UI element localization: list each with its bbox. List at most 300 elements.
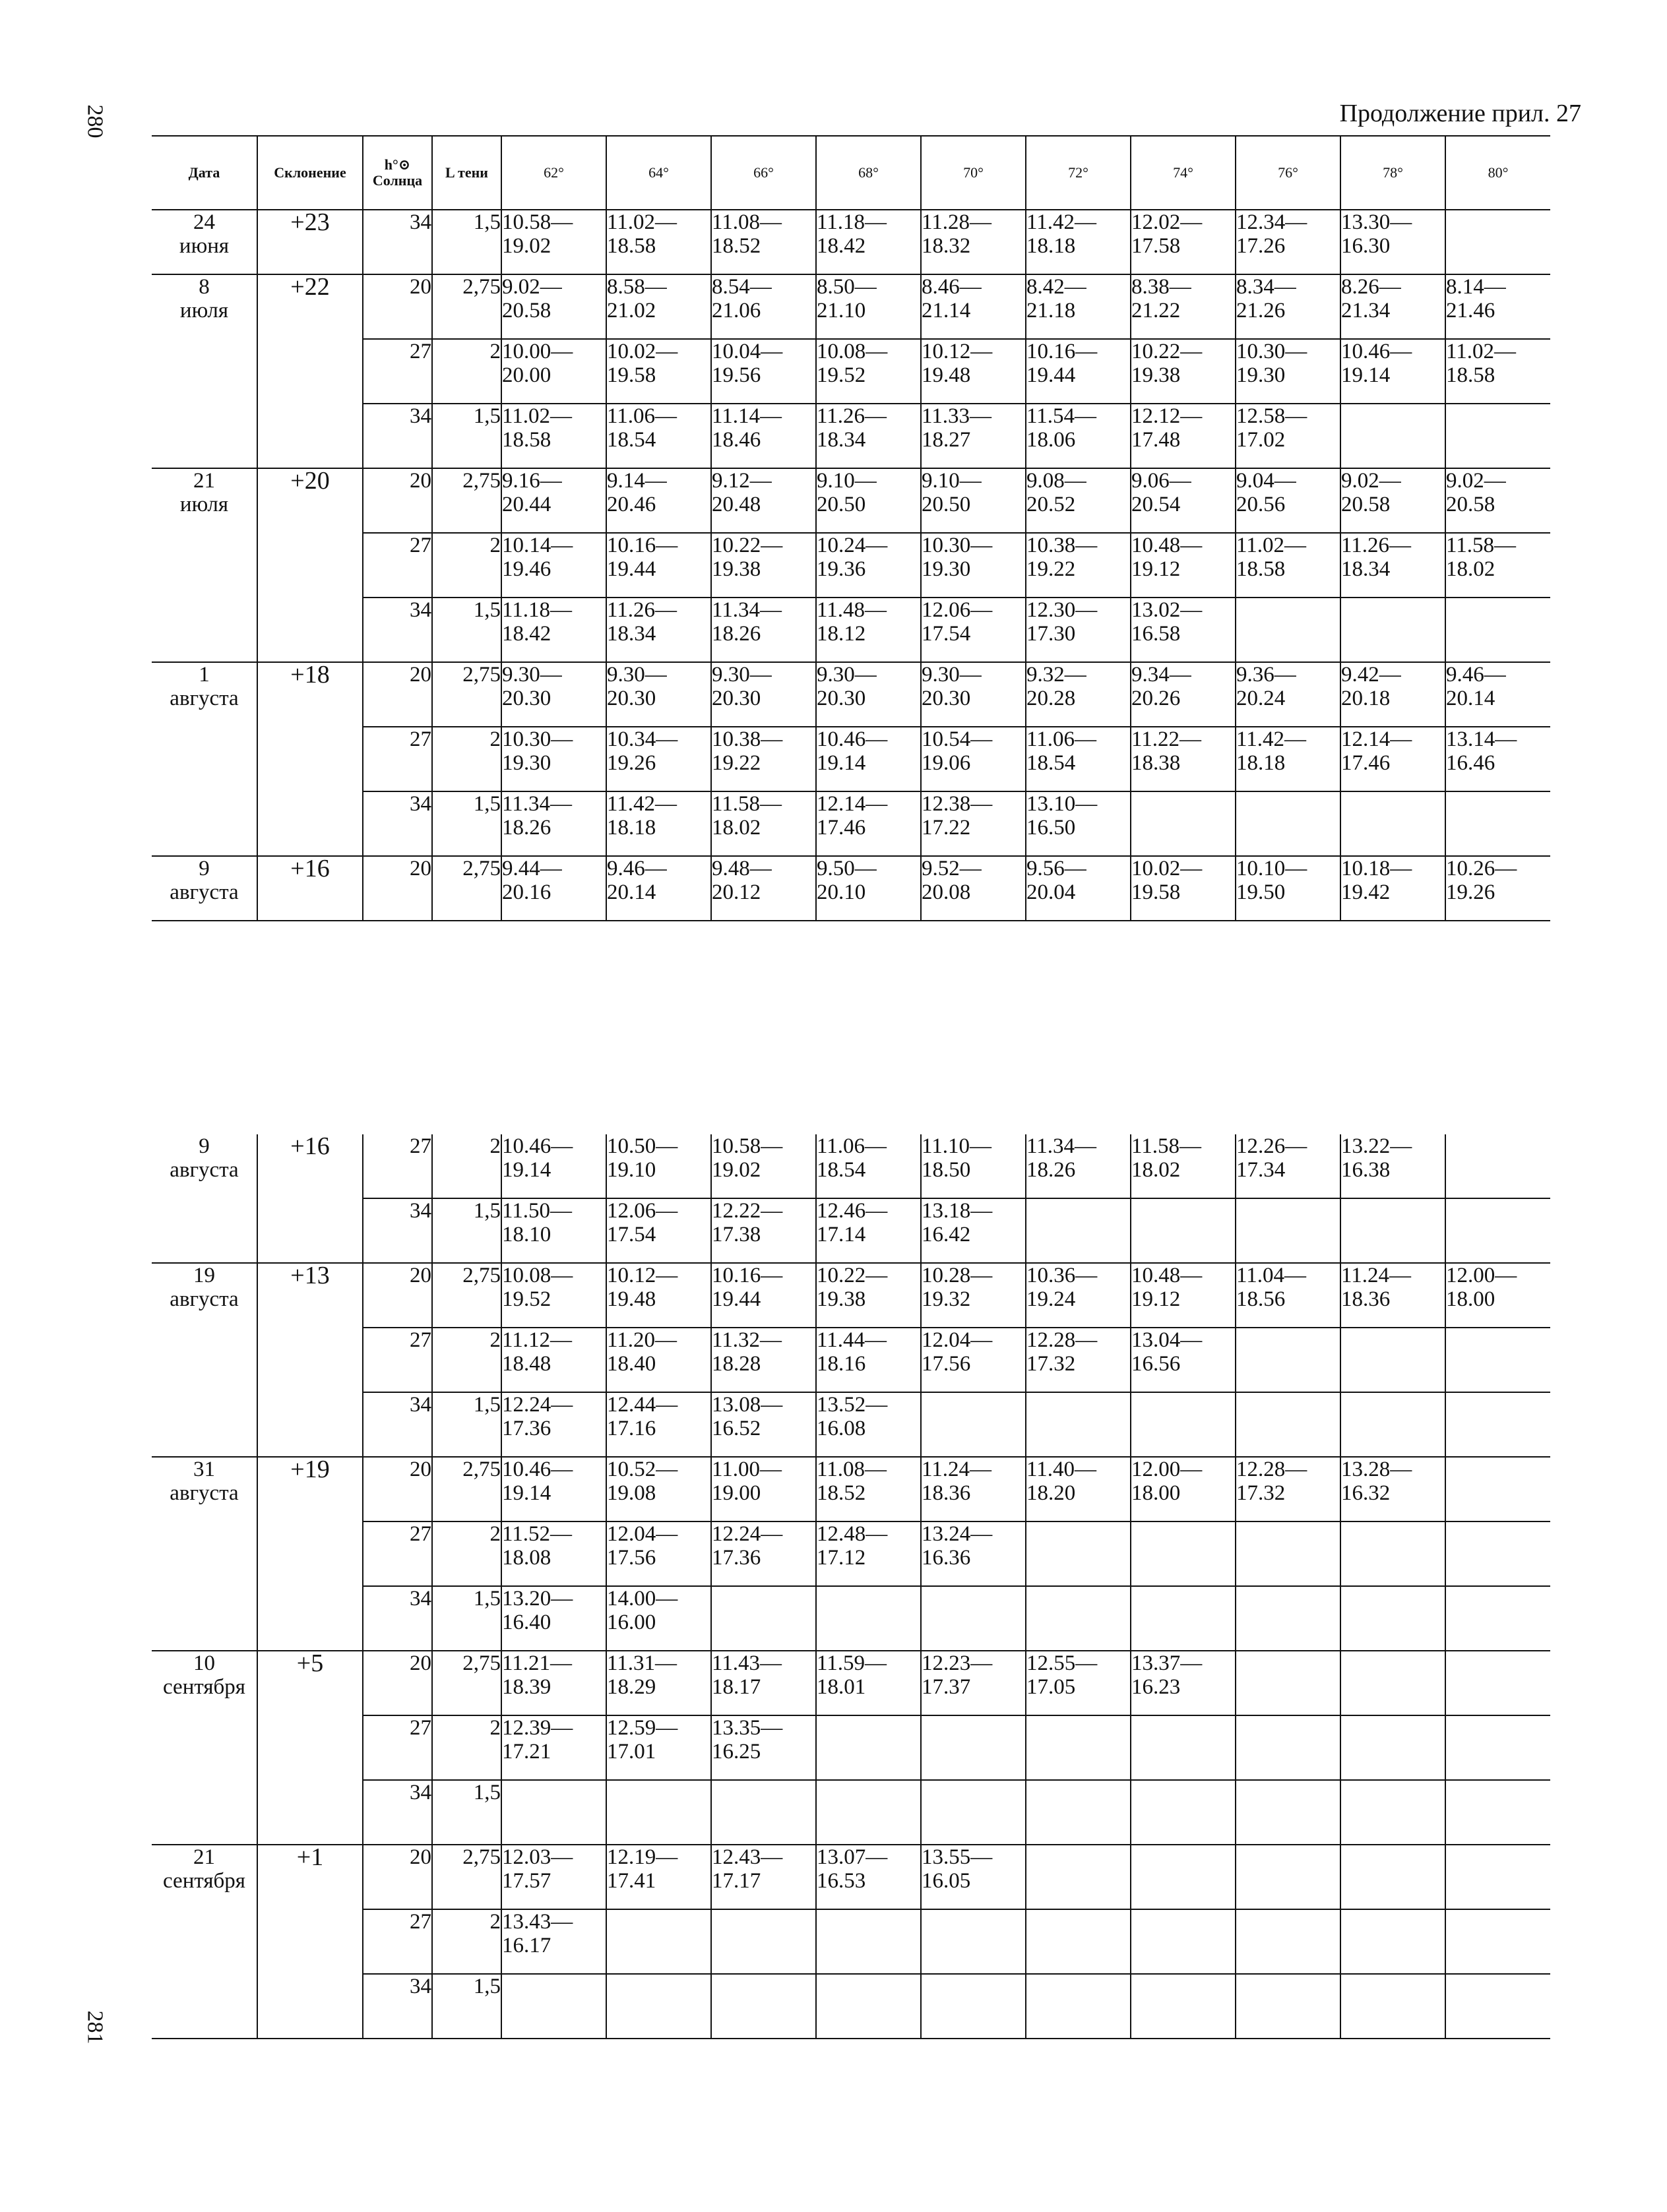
time-interval-cell [816,1780,921,1845]
time-end: 18.50 [922,1158,971,1182]
time-interval-cell [1131,1457,1236,1521]
time-start: 8.14— [1446,275,1506,299]
time-start: 11.32— [712,1328,782,1352]
time-end: 18.36 [1341,1287,1391,1311]
time-end: 20.10 [817,880,866,904]
shadow-length-cell: 1,5 [432,791,501,856]
time-interval-cell [1236,1521,1340,1586]
date-cell [152,662,257,856]
time-start: 9.30— [817,663,877,687]
header-latitude: 68° [816,136,921,210]
time-interval-cell [1131,274,1236,339]
time-end: 18.01 [817,1675,866,1699]
time-interval-cell [501,1521,606,1586]
time-start: 11.50— [502,1199,573,1223]
time-start: 9.30— [922,663,982,687]
date-text: сентября [163,1869,245,1893]
time-interval-cell [711,210,816,274]
time-interval-cell [1340,856,1445,921]
time-interval-cell [1131,1263,1236,1328]
shadow-length-cell: 2,75 [432,1457,501,1521]
table-row [152,856,1550,921]
time-interval-cell [816,1909,921,1974]
time-start: 12.26— [1236,1134,1307,1158]
time-start: 12.04— [607,1522,678,1546]
time-start: 12.03— [502,1845,573,1869]
sun-altitude-cell: 27 [363,1328,432,1392]
time-start: 8.58— [607,275,667,299]
time-start: 10.58— [712,1134,783,1158]
table-row [152,210,1550,274]
time-start: 11.06— [1026,727,1097,751]
time-end: 18.08 [502,1546,551,1570]
time-interval-cell [606,856,711,921]
time-interval-cell [711,1392,816,1457]
time-interval-cell [1236,1909,1340,1974]
time-interval-cell [1131,662,1236,727]
shadow-length-cell: 2 [432,1328,501,1392]
date-text: 8 [199,275,210,299]
time-start: 9.12— [712,469,772,493]
time-interval-cell [711,468,816,533]
sun-altitude-cell: 27 [363,533,432,598]
time-interval-cell [1131,1780,1236,1845]
time-interval-cell [816,727,921,791]
time-end: 20.48 [712,493,761,516]
header-latitude: 70° [921,136,1026,210]
time-interval-cell [1445,1457,1550,1521]
time-start: 9.30— [712,663,772,687]
time-end: 19.38 [712,557,761,581]
time-interval-cell [1026,1586,1131,1651]
time-interval-cell [1026,1328,1131,1392]
date-text: 21 [193,469,215,493]
time-end: 20.52 [1026,493,1076,516]
time-end: 19.42 [1341,880,1391,904]
time-interval-cell [1340,1198,1445,1263]
time-start: 13.22— [1341,1134,1412,1158]
time-start: 9.42— [1341,663,1401,687]
time-interval-cell [921,1651,1026,1715]
time-interval-cell [606,1651,711,1715]
sun-altitude-cell: 34 [363,1780,432,1845]
time-interval-cell [1236,1392,1340,1457]
time-end: 21.14 [922,299,971,323]
time-interval-cell [501,404,606,468]
time-interval-cell [501,856,606,921]
time-start: 11.48— [817,598,887,622]
time-interval-cell [1026,598,1131,662]
time-interval-cell [1445,1198,1550,1263]
time-end: 17.57 [502,1869,551,1893]
time-interval-cell [501,1134,606,1198]
time-interval-cell [606,727,711,791]
time-interval-cell [711,1328,816,1392]
time-end: 17.34 [1236,1158,1286,1182]
time-interval-cell [501,210,606,274]
time-interval-cell [501,791,606,856]
sun-altitude-cell: 34 [363,1586,432,1651]
time-start: 10.16— [712,1264,783,1287]
time-start: 11.02— [502,404,573,428]
time-end: 18.48 [502,1352,551,1376]
time-end: 16.38 [1341,1158,1391,1182]
time-start: 12.39— [502,1716,573,1740]
time-start: 9.10— [922,469,982,493]
time-interval-cell [606,1586,711,1651]
time-end: 17.58 [1131,234,1181,258]
time-start: 13.10— [1026,792,1098,816]
time-end: 18.32 [922,234,971,258]
time-end: 21.26 [1236,299,1286,323]
time-interval-cell [1445,662,1550,727]
time-interval-cell [921,791,1026,856]
time-interval-cell [816,1134,921,1198]
date-text: 9 [199,857,210,880]
time-interval-cell [921,727,1026,791]
time-start: 11.26— [817,404,887,428]
time-start: 9.56— [1026,857,1086,880]
time-interval-cell [1236,339,1340,404]
declination-cell: +1 [257,1845,363,2039]
time-end: 20.50 [922,493,971,516]
time-interval-cell [921,1263,1026,1328]
time-start: 13.18— [922,1199,993,1223]
time-end: 18.17 [712,1675,761,1699]
time-interval-cell [1340,1845,1445,1909]
time-end: 18.10 [502,1223,551,1246]
time-end: 18.40 [607,1352,656,1376]
time-interval-cell [1445,1651,1550,1715]
time-start: 11.28— [922,210,992,234]
time-interval-cell [501,1263,606,1328]
time-start: 11.24— [922,1458,992,1481]
time-start: 10.48— [1131,534,1203,557]
time-start: 13.07— [817,1845,888,1869]
time-end: 17.41 [607,1869,656,1893]
time-start: 8.38— [1131,275,1191,299]
declination-cell: +22 [257,274,363,468]
time-interval-cell [501,662,606,727]
time-end: 18.26 [1026,1158,1076,1182]
time-interval-cell [606,1457,711,1521]
time-interval-cell [816,1457,921,1521]
time-start: 12.06— [922,598,993,622]
time-end: 21.46 [1446,299,1495,323]
time-interval-cell [606,662,711,727]
time-start: 10.46— [502,1458,573,1481]
time-interval-cell [1131,598,1236,662]
time-end: 17.05 [1026,1675,1076,1699]
time-interval-cell [1236,1328,1340,1392]
header-declination: Склонение [257,136,363,210]
time-interval-cell [816,339,921,404]
time-start: 11.20— [607,1328,677,1352]
time-start: 11.10— [922,1134,992,1158]
time-interval-cell [1340,339,1445,404]
time-end: 19.24 [1026,1287,1076,1311]
time-end: 18.20 [1026,1481,1076,1505]
time-start: 11.06— [817,1134,887,1158]
time-start: 9.02— [1341,469,1401,493]
date-text: 31 [193,1458,215,1481]
time-interval-cell [606,1134,711,1198]
time-end: 18.34 [607,622,656,646]
time-start: 11.06— [607,404,677,428]
time-start: 13.55— [922,1845,993,1869]
sun-altitude-cell: 34 [363,404,432,468]
time-start: 10.30— [922,534,993,557]
time-end: 17.48 [1131,428,1181,452]
time-start: 12.58— [1236,404,1307,428]
sun-altitude-cell: 20 [363,1263,432,1328]
time-interval-cell [1026,1198,1131,1263]
time-interval-cell [816,533,921,598]
time-end: 19.26 [1446,880,1495,904]
time-start: 11.59— [817,1651,887,1675]
date-cell [152,468,257,662]
time-start: 9.44— [502,857,562,880]
time-start: 10.38— [712,727,783,751]
time-start: 10.50— [607,1134,678,1158]
sun-altitude-cell: 20 [363,1457,432,1521]
time-start: 12.12— [1131,404,1203,428]
time-interval-cell [1340,1974,1445,2039]
header-latitude: 76° [1236,136,1340,210]
time-end: 20.58 [1446,493,1495,516]
sun-altitude-cell: 20 [363,1651,432,1715]
time-interval-cell [1445,1974,1550,2039]
shadow-length-cell: 2 [432,339,501,404]
time-end: 17.01 [607,1740,656,1764]
time-interval-cell [1026,1134,1131,1198]
time-interval-cell [921,1198,1026,1263]
date-text: 10 [193,1651,215,1675]
time-end: 20.24 [1236,687,1286,710]
time-end: 20.28 [1026,687,1076,710]
time-interval-cell [1340,791,1445,856]
time-interval-cell [711,404,816,468]
time-start: 8.54— [712,275,772,299]
time-interval-cell [1236,1586,1340,1651]
time-end: 20.14 [607,880,656,904]
time-interval-cell [1445,274,1550,339]
time-start: 10.36— [1026,1264,1098,1287]
time-end: 21.10 [817,299,866,323]
time-interval-cell [816,468,921,533]
time-interval-cell [816,662,921,727]
time-end: 18.56 [1236,1287,1286,1311]
shadow-length-cell: 2 [432,1134,501,1198]
time-interval-cell [1340,1780,1445,1845]
time-end: 18.02 [712,816,761,840]
time-start: 9.02— [502,275,562,299]
time-interval-cell [1131,404,1236,468]
time-end: 20.58 [502,299,551,323]
time-start: 10.38— [1026,534,1098,557]
date-text: июля [179,299,229,323]
time-start: 8.46— [922,275,982,299]
time-start: 10.24— [817,534,888,557]
time-end: 17.46 [1341,751,1391,775]
time-start: 11.54— [1026,404,1097,428]
time-start: 11.31— [607,1651,677,1675]
time-start: 12.43— [712,1845,783,1869]
time-end: 20.50 [817,493,866,516]
time-interval-cell [711,598,816,662]
time-start: 11.34— [502,792,573,816]
time-end: 20.14 [1446,687,1495,710]
date-cell [152,1134,257,1263]
time-start: 11.02— [1236,534,1307,557]
time-interval-cell [711,1909,816,1974]
shadow-length-cell: 2 [432,727,501,791]
time-interval-cell [1236,1974,1340,2039]
time-interval-cell [711,1457,816,1521]
time-end: 18.54 [817,1158,866,1182]
time-end: 16.53 [817,1869,866,1893]
time-interval-cell [501,1909,606,1974]
time-start: 12.34— [1236,210,1307,234]
shadow-length-cell: 1,5 [432,1586,501,1651]
time-interval-cell [1236,1845,1340,1909]
time-interval-cell [816,274,921,339]
time-end: 18.58 [607,234,656,258]
header-latitude: 74° [1131,136,1236,210]
time-interval-cell [1026,662,1131,727]
time-end: 19.12 [1131,557,1181,581]
time-interval-cell [1131,727,1236,791]
time-interval-cell [711,856,816,921]
time-start: 10.02— [607,340,678,363]
time-start: 8.50— [817,275,877,299]
time-start: 10.14— [502,534,573,557]
time-interval-cell [606,339,711,404]
table-row [152,1263,1550,1328]
time-start: 10.28— [922,1264,993,1287]
time-end: 20.12 [712,880,761,904]
sun-altitude-cell: 27 [363,1521,432,1586]
time-end: 19.10 [607,1158,656,1182]
sun-altitude-cell: 20 [363,856,432,921]
time-start: 11.58— [1131,1134,1202,1158]
time-interval-cell [921,598,1026,662]
time-end: 18.26 [712,622,761,646]
time-start: 12.46— [817,1199,888,1223]
time-start: 11.58— [712,792,782,816]
date-cell [152,1651,257,1845]
time-end: 18.00 [1446,1287,1495,1311]
time-end: 16.05 [922,1869,971,1893]
time-interval-cell [1340,533,1445,598]
time-interval-cell [1445,533,1550,598]
shadow-length-cell: 2,75 [432,1263,501,1328]
time-start: 10.02— [1131,857,1203,880]
time-interval-cell [1236,468,1340,533]
time-interval-cell [501,533,606,598]
time-end: 19.46 [502,557,551,581]
sun-altitude-cell: 34 [363,210,432,274]
time-end: 18.54 [607,428,656,452]
header-latitude: 62° [501,136,606,210]
time-end: 21.34 [1341,299,1391,323]
shadow-length-cell: 2,75 [432,468,501,533]
time-interval-cell [501,1328,606,1392]
shadow-length-cell: 1,5 [432,598,501,662]
time-end: 19.48 [607,1287,656,1311]
time-interval-cell [1236,1134,1340,1198]
time-interval-cell [1445,1134,1550,1198]
time-interval-cell [921,662,1026,727]
time-interval-cell [1236,598,1340,662]
sun-time-table-bottom [152,1134,1550,2039]
time-interval-cell [921,1715,1026,1780]
time-end: 19.38 [817,1287,866,1311]
time-start: 9.52— [922,857,982,880]
time-end: 19.36 [817,557,866,581]
table-row [152,1457,1550,1521]
declination-cell: +19 [257,1457,363,1651]
time-end: 19.14 [817,751,866,775]
sun-altitude-cell: 34 [363,1974,432,2039]
time-end: 18.52 [817,1481,866,1505]
time-start: 9.32— [1026,663,1086,687]
time-interval-cell [1445,1845,1550,1909]
header-shadow-length: L тени [432,136,501,210]
time-start: 12.00— [1446,1264,1517,1287]
time-interval-cell [1236,274,1340,339]
time-start: 11.26— [607,598,677,622]
time-end: 17.26 [1236,234,1286,258]
time-interval-cell [1340,598,1445,662]
time-start: 9.04— [1236,469,1296,493]
time-start: 10.22— [1131,340,1203,363]
time-end: 17.14 [817,1223,866,1246]
time-start: 10.04— [712,340,783,363]
time-end: 18.02 [1131,1158,1181,1182]
time-start: 10.52— [607,1458,678,1481]
time-end: 16.56 [1131,1352,1181,1376]
time-interval-cell [816,1651,921,1715]
time-end: 16.58 [1131,622,1181,646]
time-end: 18.18 [607,816,656,840]
time-end: 19.52 [502,1287,551,1311]
time-start: 10.12— [922,340,993,363]
time-interval-cell [1236,404,1340,468]
time-end: 21.06 [712,299,761,323]
time-start: 10.00— [502,340,573,363]
table-row [152,662,1550,727]
shadow-length-cell: 2 [432,1715,501,1780]
time-end: 17.56 [607,1546,656,1570]
time-interval-cell [921,533,1026,598]
header-sun-altitude-label: Солнца [372,172,423,189]
time-end: 17.56 [922,1352,971,1376]
time-end: 16.50 [1026,816,1076,840]
time-interval-cell [816,404,921,468]
time-interval-cell [816,1845,921,1909]
time-end: 19.30 [1236,363,1286,387]
time-end: 16.30 [1341,234,1391,258]
time-end: 16.23 [1131,1675,1181,1699]
time-start: 10.12— [607,1264,678,1287]
time-end: 17.36 [502,1417,551,1440]
time-start: 10.26— [1446,857,1517,880]
time-interval-cell [1236,210,1340,274]
time-end: 19.58 [1131,880,1181,904]
date-cell [152,1457,257,1651]
time-end: 18.58 [1236,557,1286,581]
